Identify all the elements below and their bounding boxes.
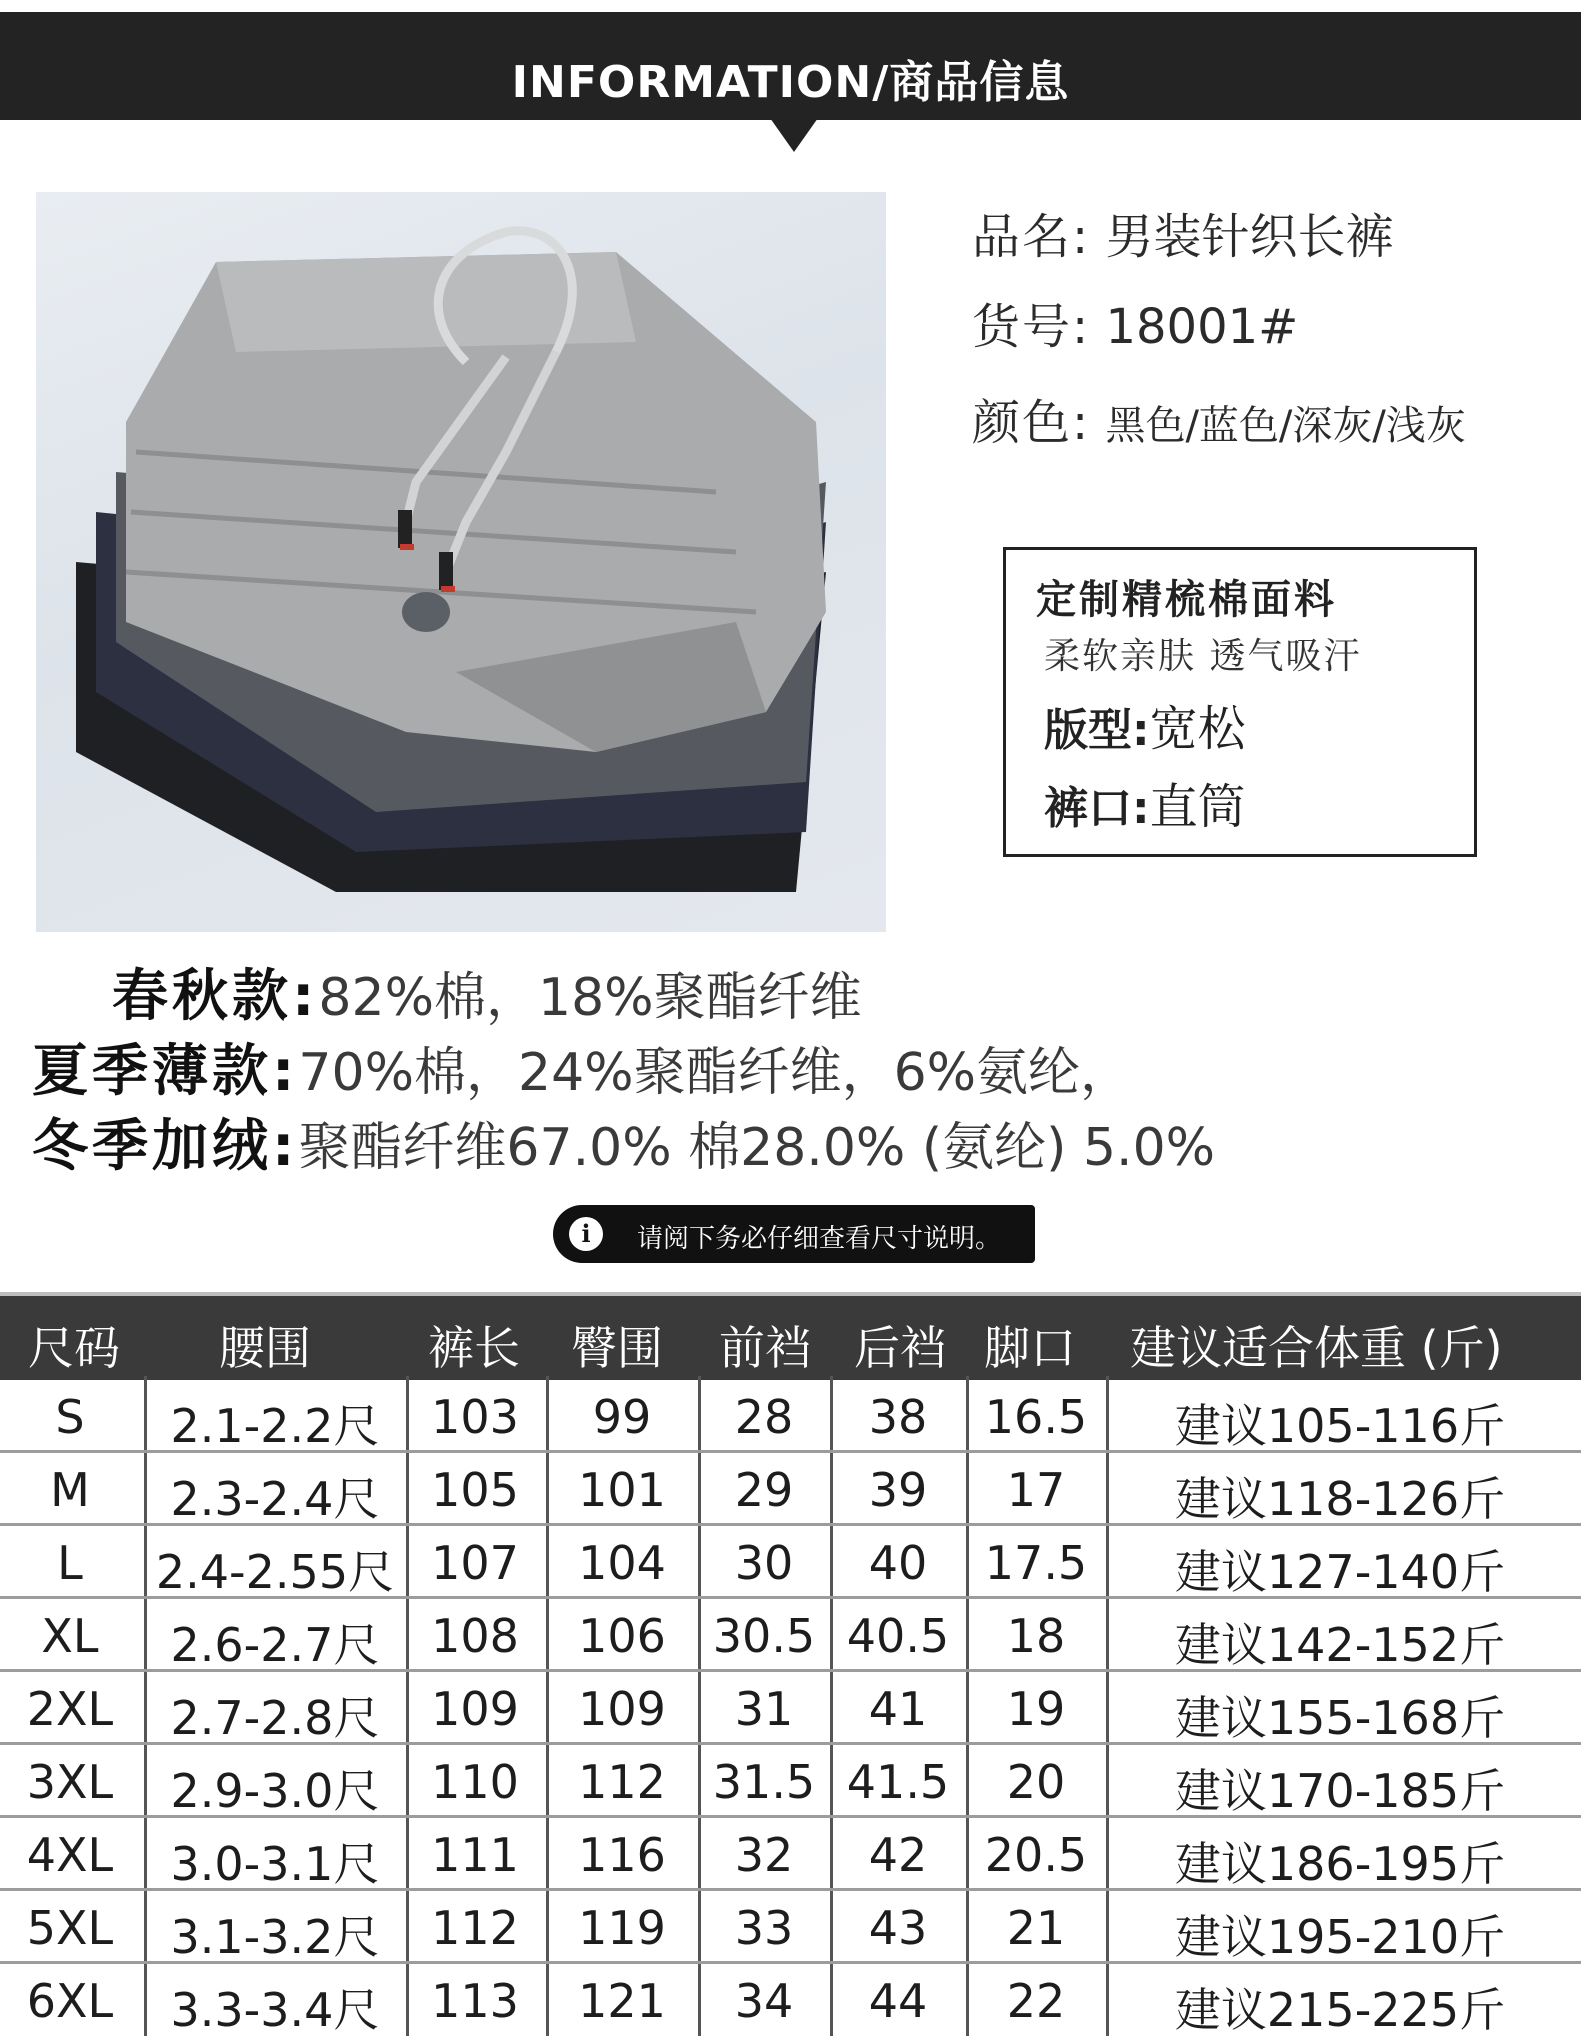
cell-back-rise: 43	[868, 1901, 928, 1955]
hem-label: 裤口:	[1044, 783, 1150, 834]
fit-value: 宽松	[1149, 701, 1246, 757]
cell-front-rise: 30	[734, 1536, 794, 1590]
fabric-title: 定制精梳棉面料	[1036, 577, 1337, 623]
header-front-rise: 前裆	[719, 1321, 811, 1375]
cell-size: 4XL	[26, 1828, 114, 1882]
cell-size: 5XL	[26, 1901, 114, 1955]
cell-leg-opening: 20.5	[984, 1828, 1088, 1882]
cell-waist: 2.1-2.2尺	[170, 1399, 380, 1453]
cell-size: 6XL	[26, 1974, 114, 2028]
hem-row	[1044, 768, 1246, 837]
cell-back-rise: 42	[868, 1828, 928, 1882]
cell-hip: 121	[578, 1974, 666, 2028]
cell-back-rise: 41	[868, 1682, 928, 1736]
table-row	[0, 1891, 1581, 1964]
cell-weight: 建议215-225斤	[1174, 1983, 1506, 2037]
cell-length: 107	[431, 1536, 519, 1590]
cell-hip: 99	[592, 1390, 652, 1444]
cell-weight: 建议170-185斤	[1174, 1764, 1506, 1818]
material-line-summer	[32, 1027, 1132, 1107]
cell-hip: 119	[578, 1901, 666, 1955]
material-line-winter	[32, 1102, 1215, 1182]
folded-pants-illustration	[36, 192, 886, 932]
table-row	[0, 1964, 1581, 2037]
notice-text: 请阅下务必仔细查看尺寸说明。	[637, 1224, 1002, 1254]
cell-back-rise: 41.5	[846, 1755, 950, 1809]
cell-leg-opening: 17.5	[984, 1536, 1088, 1590]
cell-front-rise: 29	[734, 1463, 794, 1517]
product-name-label: 品名:	[972, 209, 1091, 265]
header-leg-opening: 脚口	[984, 1321, 1076, 1375]
table-row	[0, 1745, 1581, 1818]
cell-size: M	[50, 1463, 90, 1517]
cell-length: 110	[431, 1755, 519, 1809]
cell-length: 113	[431, 1974, 519, 2028]
cell-size: XL	[41, 1609, 99, 1663]
header-hip: 臀围	[571, 1321, 663, 1375]
cell-waist: 3.3-3.4尺	[170, 1983, 380, 2037]
cell-length: 111	[431, 1828, 519, 1882]
cell-leg-opening: 18	[1006, 1609, 1066, 1663]
cell-waist: 2.9-3.0尺	[170, 1764, 380, 1818]
table-row	[0, 1672, 1581, 1745]
fit-label: 版型:	[1044, 705, 1150, 756]
cell-hip: 104	[578, 1536, 666, 1590]
cell-weight: 建议186-195斤	[1174, 1837, 1506, 1891]
material-season: 夏季薄款:	[32, 1039, 299, 1104]
cell-waist: 2.6-2.7尺	[170, 1618, 380, 1672]
header-back-rise: 后裆	[854, 1321, 946, 1375]
product-photo	[36, 192, 886, 932]
header-banner	[0, 12, 1581, 120]
material-composition: 70%棉，24%聚酯纤维，6%氨纶，	[298, 1043, 1133, 1103]
cell-back-rise: 40.5	[846, 1609, 950, 1663]
cell-front-rise: 32	[734, 1828, 794, 1882]
table-row	[0, 1526, 1581, 1599]
cell-back-rise: 44	[868, 1974, 928, 2028]
cell-size: L	[57, 1536, 83, 1590]
cell-leg-opening: 22	[1006, 1974, 1066, 2028]
fabric-subtitle: 柔软亲肤 透气吸汗	[1044, 636, 1362, 677]
table-row	[0, 1380, 1581, 1453]
cell-weight: 建议195-210斤	[1174, 1910, 1506, 1964]
product-name-value: 男装针织长裤	[1105, 209, 1394, 265]
cell-leg-opening: 20	[1006, 1755, 1066, 1809]
product-color	[972, 384, 1466, 453]
header-weight: 建议适合体重 (斤)	[1130, 1321, 1503, 1375]
cell-leg-opening: 17	[1006, 1463, 1066, 1517]
cell-back-rise: 40	[868, 1536, 928, 1590]
cell-hip: 112	[578, 1755, 666, 1809]
size-table-body	[0, 1380, 1581, 2040]
cell-size: 3XL	[26, 1755, 114, 1809]
cell-weight: 建议118-126斤	[1174, 1472, 1506, 1526]
hem-value: 直筒	[1149, 779, 1246, 835]
cell-length: 108	[431, 1609, 519, 1663]
cell-leg-opening: 21	[1006, 1901, 1066, 1955]
cell-length: 103	[431, 1390, 519, 1444]
fabric-feature-box	[1003, 547, 1477, 857]
product-color-label: 颜色:	[972, 395, 1091, 451]
cell-waist: 2.7-2.8尺	[170, 1691, 380, 1745]
cell-back-rise: 38	[868, 1390, 928, 1444]
product-sku	[972, 288, 1298, 357]
cell-waist: 2.3-2.4尺	[170, 1472, 380, 1526]
table-row	[0, 1818, 1581, 1891]
cell-front-rise: 34	[734, 1974, 794, 2028]
product-sku-label: 货号:	[972, 299, 1091, 355]
cell-weight: 建议142-152斤	[1174, 1618, 1506, 1672]
product-color-value: 黑色/蓝色/深灰/浅灰	[1105, 403, 1466, 449]
size-table-header	[0, 1292, 1581, 1380]
cell-waist: 3.1-3.2尺	[170, 1910, 380, 1964]
material-line-spring-autumn	[112, 952, 862, 1032]
cell-front-rise: 30.5	[712, 1609, 816, 1663]
cell-hip: 116	[578, 1828, 666, 1882]
product-name	[972, 198, 1393, 267]
cell-hip: 109	[578, 1682, 666, 1736]
cell-length: 105	[431, 1463, 519, 1517]
cell-back-rise: 39	[868, 1463, 928, 1517]
material-composition: 82%棉，18%聚酯纤维	[318, 968, 862, 1028]
cell-hip: 101	[578, 1463, 666, 1517]
cell-front-rise: 28	[734, 1390, 794, 1444]
header-size: 尺码	[28, 1321, 120, 1375]
size-notice	[553, 1205, 1035, 1263]
cell-waist: 3.0-3.1尺	[170, 1837, 380, 1891]
cell-front-rise: 33	[734, 1901, 794, 1955]
cell-waist: 2.4-2.55尺	[155, 1545, 395, 1599]
header-waist: 腰围	[219, 1321, 311, 1375]
cell-length: 109	[431, 1682, 519, 1736]
material-season: 冬季加绒:	[32, 1114, 299, 1179]
cell-front-rise: 31	[734, 1682, 794, 1736]
material-season: 春秋款:	[112, 964, 319, 1029]
product-sku-value: 18001#	[1105, 299, 1299, 355]
fit-row	[1044, 690, 1246, 759]
table-row	[0, 1453, 1581, 1526]
cell-weight: 建议127-140斤	[1174, 1545, 1506, 1599]
cell-leg-opening: 19	[1006, 1682, 1066, 1736]
cell-weight: 建议105-116斤	[1174, 1399, 1506, 1453]
banner-pointer	[770, 118, 818, 152]
cell-size: S	[55, 1390, 85, 1444]
cell-front-rise: 31.5	[712, 1755, 816, 1809]
banner-title: INFORMATION/商品信息	[511, 57, 1070, 108]
cell-weight: 建议155-168斤	[1174, 1691, 1506, 1745]
cell-leg-opening: 16.5	[984, 1390, 1088, 1444]
table-row	[0, 1599, 1581, 1672]
header-length: 裤长	[428, 1321, 520, 1375]
info-icon: i	[569, 1217, 603, 1251]
cell-length: 112	[431, 1901, 519, 1955]
material-composition: 聚酯纤维67.0% 棉28.0% (氨纶) 5.0%	[298, 1118, 1216, 1178]
cell-size: 2XL	[26, 1682, 114, 1736]
cell-hip: 106	[578, 1609, 666, 1663]
